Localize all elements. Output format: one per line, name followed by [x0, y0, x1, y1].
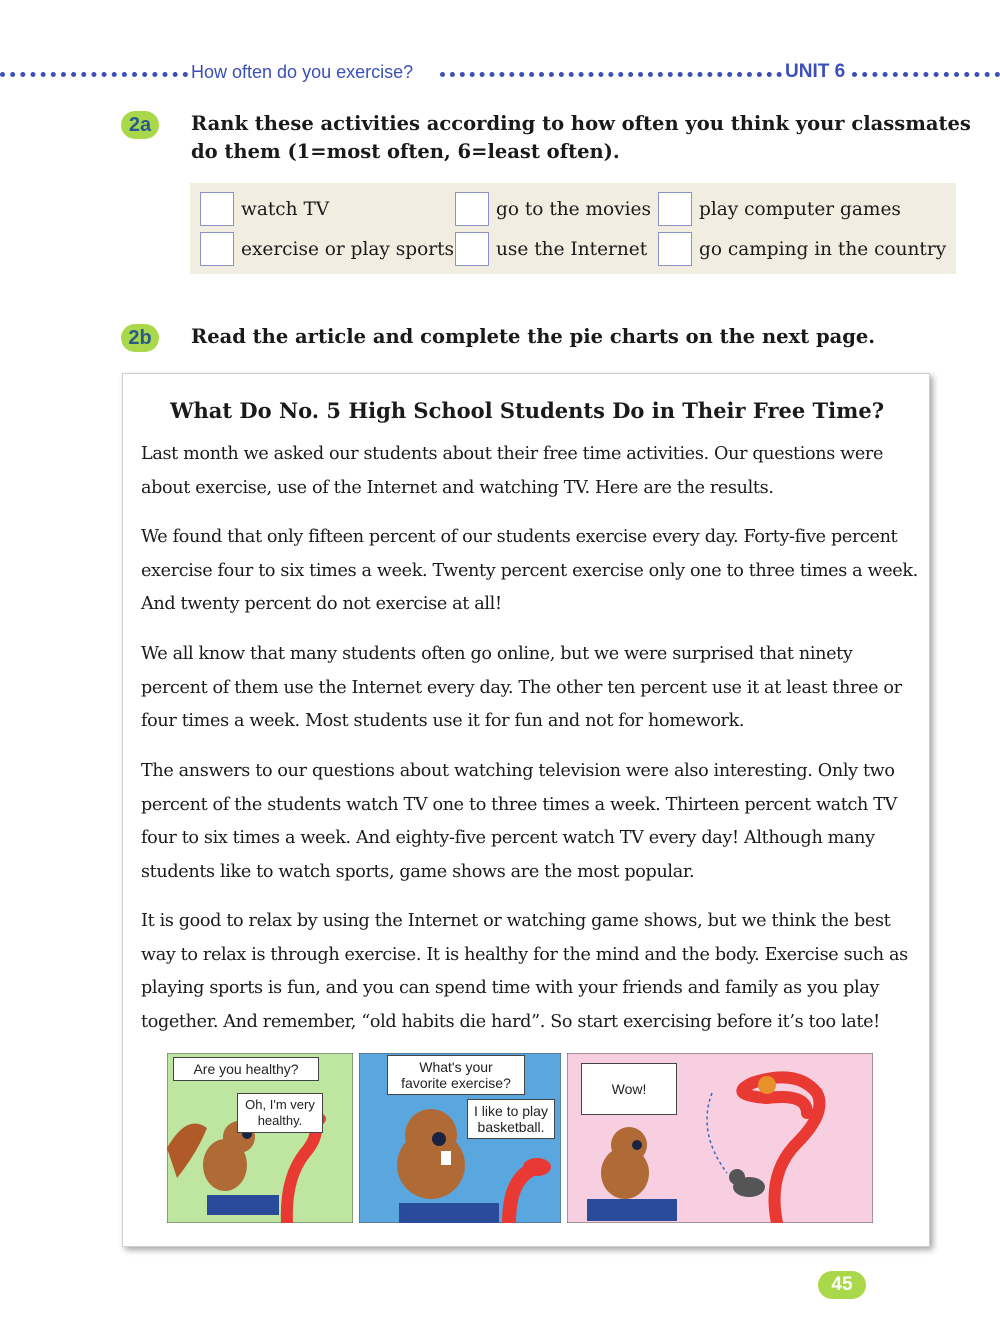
- dotted-rule-middle: [440, 72, 782, 77]
- speech-line: basketball.: [477, 1119, 545, 1135]
- rank-item-internet: [455, 232, 647, 266]
- comic-panel-1: [167, 1053, 353, 1223]
- speech-bubble: [467, 1099, 555, 1139]
- treadmill-icon: [207, 1195, 279, 1215]
- article-paragraph: It is good to relax by using the Internet or watching game shows, but we think the best way to relax is through exercise. It is healthy for the mind and the body. Exercise such as playing sports is fun, and you can spend time with your friends and family as you play together. And remember, “old habits die hard”. So start exercising before it’s too late!: [141, 911, 908, 1032]
- rank-label: go camping in the country: [699, 238, 947, 260]
- instruction-2a-line1: Rank these activities according to how often you think your classmates: [191, 112, 971, 135]
- article-paragraph: The answers to our questions about watching television were also interesting. Only two percent of the students watch TV one to three times a week. Thirteen percent watch TV four to six times a week. And eighty-five percent watch TV every day! Although many students like to watch sports, game shows are the most popular.: [141, 761, 897, 882]
- instruction-2a: [191, 110, 971, 166]
- rank-item-exercise: [200, 232, 454, 266]
- instruction-2a-line2: do them (1=most often, 6=least often).: [191, 140, 620, 163]
- rank-input-box[interactable]: [658, 232, 692, 266]
- rank-label: use the Internet: [496, 238, 648, 260]
- page-number: 45: [818, 1271, 866, 1299]
- article-card: [122, 373, 930, 1247]
- rank-label: play computer games: [699, 198, 901, 220]
- unit-label: UNIT 6: [782, 61, 848, 83]
- ranking-box: [190, 183, 956, 274]
- rank-input-box[interactable]: [200, 192, 234, 226]
- article-paragraph: Last month we asked our students about their free time activities. Our questions were about exercise, use of the Internet and watching TV. Here are the results.: [141, 444, 884, 498]
- comic-panel-2: [359, 1053, 561, 1223]
- rank-label: exercise or play sports: [241, 238, 455, 260]
- treadmill-icon: [587, 1199, 677, 1221]
- section-badge-2a: 2a: [121, 111, 159, 139]
- speech-bubble: [237, 1093, 323, 1133]
- rank-item-camping: [658, 232, 946, 266]
- dotted-rule-left: [0, 72, 188, 77]
- instruction-2b: Read the article and complete the pie charts on the next page.: [191, 325, 876, 348]
- rank-label: go to the movies: [496, 198, 651, 220]
- rank-input-box[interactable]: [658, 192, 692, 226]
- comic-panel-3: [567, 1053, 873, 1223]
- speech-line: Oh, I'm very: [245, 1097, 315, 1112]
- rank-label: watch TV: [241, 198, 330, 220]
- article-paragraph: We all know that many students often go online, but we were surprised that ninety percent of them use the Internet every day. The other ten percent use it at least three or four times a week. Most students use it for fun and not for homework.: [141, 644, 902, 731]
- rank-input-box[interactable]: [455, 192, 489, 226]
- article-title: What Do No. 5 High School Students Do in Their Free Time?: [169, 398, 885, 423]
- speech-line: healthy.: [257, 1113, 303, 1128]
- section-badge-2b: 2b: [121, 324, 159, 352]
- header-title: How often do you exercise?: [188, 62, 416, 83]
- rank-input-box[interactable]: [200, 232, 234, 266]
- treadmill-icon: [399, 1203, 499, 1223]
- article-paragraph: We found that only fifteen percent of our students exercise every day. Forty-five percent exercise four to six times a week. Twenty percent exercise only one to three times a week. And twenty percent do not exercise at all!: [141, 527, 918, 614]
- speech-line: I like to play: [474, 1103, 548, 1119]
- speech-bubble: [387, 1055, 525, 1095]
- dotted-rule-right: [852, 72, 1000, 77]
- speech-line: favorite exercise?: [401, 1075, 511, 1091]
- rank-item-movies: [455, 192, 651, 226]
- rank-item-computer-games: [658, 192, 901, 226]
- rank-input-box[interactable]: [455, 232, 489, 266]
- basketball-icon: [758, 1076, 776, 1094]
- speech-bubble: Are you healthy?: [173, 1057, 319, 1081]
- speech-bubble: Wow!: [581, 1063, 677, 1115]
- rank-item-watch-tv: [200, 192, 329, 226]
- speech-line: What's your: [419, 1059, 493, 1075]
- page-header: [0, 62, 1000, 86]
